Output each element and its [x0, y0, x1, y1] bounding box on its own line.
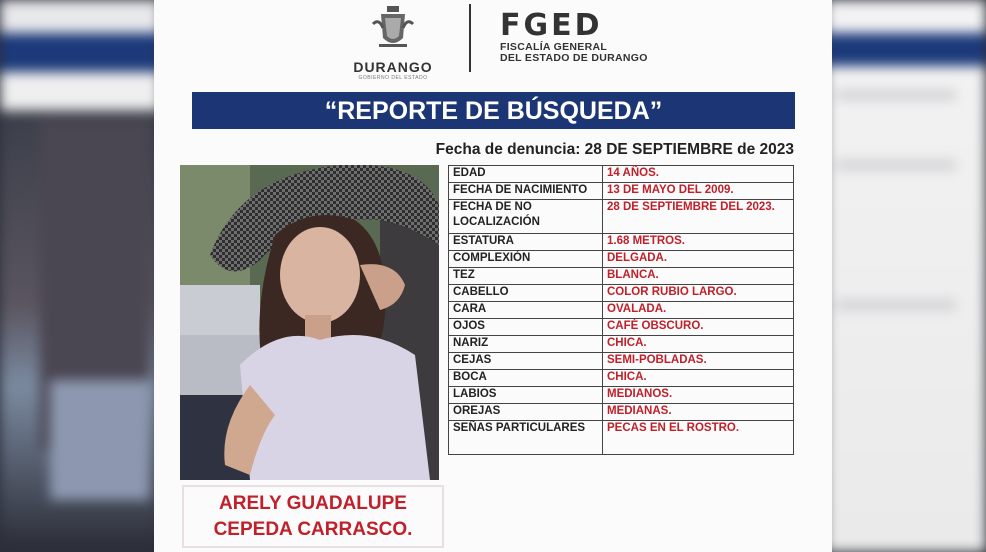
header-divider [469, 4, 471, 72]
table-row [449, 404, 794, 421]
row-value: BLANCA. [603, 268, 794, 285]
durango-name: DURANGO [353, 59, 433, 75]
row-label: TEZ [449, 268, 603, 285]
row-value: SEMI-POBLADAS. [603, 353, 794, 370]
row-label: EDAD [449, 166, 603, 183]
row-label: CABELLO [449, 285, 603, 302]
row-value: 1.68 METROS. [603, 234, 794, 251]
person-name-line1: ARELY GUADALUPE [219, 493, 407, 514]
row-value: OVALADA. [603, 302, 794, 319]
table-row [449, 353, 794, 370]
blurred-background-left [0, 0, 160, 552]
table-row [449, 336, 794, 353]
fged-abbr: FGED [500, 8, 603, 43]
description-table [448, 165, 794, 455]
table-row [449, 166, 794, 183]
row-label: CARA [449, 302, 603, 319]
row-value: CHICA. [603, 370, 794, 387]
row-value: CHICA. [603, 336, 794, 353]
header [154, 0, 832, 82]
table-row [449, 387, 794, 404]
row-value: MEDIANOS. [603, 387, 794, 404]
fged-line1: FISCALÍA GENERAL [500, 41, 608, 53]
row-label: FECHA DE NO LOCALIZACIÓN [449, 200, 603, 234]
missing-person-photo [180, 165, 439, 480]
table-row [449, 370, 794, 387]
row-label: SEÑAS PARTICULARES [449, 421, 603, 455]
row-label: OREJAS [449, 404, 603, 421]
row-label: NARIZ [449, 336, 603, 353]
row-label: COMPLEXIÓN [449, 251, 603, 268]
row-value: PECAS EN EL ROSTRO. [603, 421, 794, 455]
row-label: FECHA DE NACIMIENTO [449, 183, 603, 200]
fged-line2: DEL ESTADO DE DURANGO [500, 52, 648, 64]
blurred-background-right [826, 0, 986, 552]
row-label: BOCA [449, 370, 603, 387]
table-row [449, 234, 794, 251]
row-value: CAFÉ OBSCURO. [603, 319, 794, 336]
row-value: 13 DE MAYO DEL 2009. [603, 183, 794, 200]
person-name-box [182, 485, 444, 548]
row-value: COLOR RUBIO LARGO. [603, 285, 794, 302]
row-value: 14 AÑOS. [603, 166, 794, 183]
table-row [449, 200, 794, 234]
row-label: ESTATURA [449, 234, 603, 251]
row-value: 28 DE SEPTIEMBRE DEL 2023. [603, 200, 794, 234]
table-row [449, 319, 794, 336]
report-title: “REPORTE DE BÚSQUEDA” [192, 92, 795, 129]
durango-logo [338, 4, 448, 81]
row-label: CEJAS [449, 353, 603, 370]
search-report-document [154, 0, 832, 552]
crest-icon [369, 4, 417, 52]
row-value: DELGADA. [603, 251, 794, 268]
table-row [449, 302, 794, 319]
table-row [449, 421, 794, 455]
durango-sub: GOBIERNO DEL ESTADO [358, 75, 428, 81]
table-row [449, 183, 794, 200]
table-row [449, 268, 794, 285]
row-label: OJOS [449, 319, 603, 336]
table-row [449, 251, 794, 268]
person-name-line2: CEPEDA CARRASCO. [213, 519, 413, 540]
report-date: Fecha de denuncia: 28 DE SEPTIEMBRE de 2023 [435, 141, 794, 158]
table-row [449, 285, 794, 302]
row-label: LABIOS [449, 387, 603, 404]
fged-logo [500, 10, 648, 64]
row-value: MEDIANAS. [603, 404, 794, 421]
